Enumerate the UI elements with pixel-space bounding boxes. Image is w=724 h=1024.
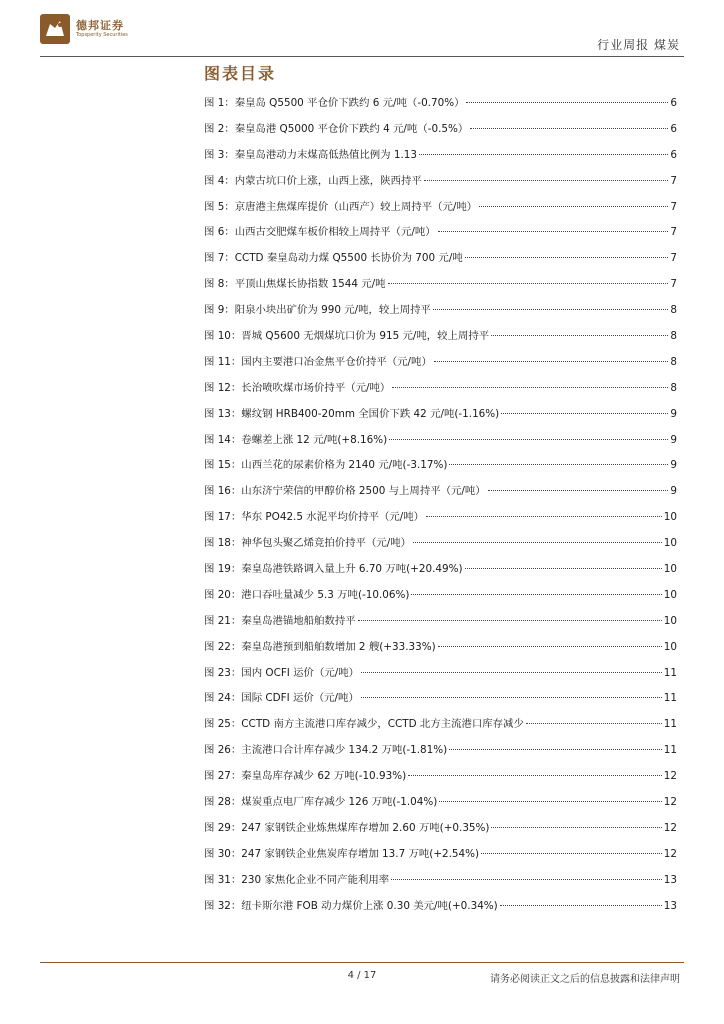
toc-leader-dots: [426, 516, 662, 517]
toc-leader-dots: [481, 853, 662, 854]
toc-entry-label: 图 4：内蒙古坑口价上涨，山西上涨，陕西持平: [204, 174, 422, 187]
toc-entry-page: 9: [670, 485, 677, 498]
toc-entry[interactable]: [204, 94, 677, 120]
toc-entry-label: 图 29：247 家钢铁企业炼焦煤库存增加 2.60 万吨(+0.35%): [204, 821, 490, 834]
toc-entry-label: 图 22：秦皇岛港预到船舶数增加 2 艘(+33.33%): [204, 640, 436, 653]
toc-leader-dots: [449, 464, 668, 465]
toc-leader-dots: [361, 672, 662, 673]
toc-entry[interactable]: [204, 793, 677, 819]
toc-entry[interactable]: [204, 223, 677, 249]
toc-leader-dots: [434, 361, 669, 362]
toc-entry-page: 12: [663, 796, 677, 809]
toc-entry-page: 8: [670, 381, 677, 394]
toc-entry-label: 图 7：CCTD 秦皇岛动力煤 Q5500 长协价为 700 元/吨: [204, 252, 463, 265]
toc-entry[interactable]: [204, 405, 677, 431]
toc-entry[interactable]: [204, 715, 677, 741]
toc-leader-dots: [361, 697, 662, 698]
toc-entry[interactable]: [204, 560, 677, 586]
toc-entry-page: 6: [670, 148, 677, 161]
toc-entry-label: 图 16：山东济宁荣信的甲醇价格 2500 与上周持平（元/吨）: [204, 485, 486, 498]
toc-entry[interactable]: [204, 534, 677, 560]
logo-mark-icon: [40, 14, 70, 44]
toc-entry[interactable]: [204, 379, 677, 405]
toc-leader-dots: [466, 102, 668, 103]
toc-leader-dots: [491, 827, 661, 828]
toc-entry-label: 图 1：秦皇岛 Q5500 平仓价下跌约 6 元/吨（-0.70%）: [204, 97, 465, 109]
toc-entry-page: 12: [663, 847, 677, 860]
toc-entry-label: 图 13：螺纹钢 HRB400-20mm 全国价下跌 42 元/吨(-1.16%): [204, 407, 500, 420]
disclaimer: 请务必阅读正文之后的信息披露和法律声明: [490, 974, 680, 985]
toc-entry-page: 7: [670, 226, 677, 239]
toc-entry-label: 图 20：港口吞吐量减少 5.3 万吨(-10.06%): [204, 588, 410, 601]
toc-entry[interactable]: [204, 897, 677, 923]
toc-entry-page: 11: [663, 666, 677, 679]
toc-leader-dots: [438, 231, 669, 232]
toc-leader-dots: [433, 309, 668, 310]
toc-entry-page: 7: [670, 200, 677, 213]
toc-leader-dots: [391, 879, 662, 880]
toc-entry[interactable]: [204, 198, 677, 224]
toc-entry-label: 图 28：煤炭重点电厂库存减少 126 万吨(-1.04%): [204, 796, 438, 809]
toc-entry-label: 图 10：晋城 Q5600 无烟煤坑口价为 915 元/吨，较上周持平: [204, 330, 490, 343]
toc-entry-label: 图 14：卷螺差上涨 12 元/吨(+8.16%): [204, 433, 388, 446]
toc-entry-label: 图 2：秦皇岛港 Q5000 平仓价下跌约 4 元/吨（-0.5%）: [204, 122, 469, 135]
toc-leader-dots: [470, 128, 668, 129]
toc-entry-label: 图 21：秦皇岛港锚地船舶数持平: [204, 614, 356, 627]
toc-entry-page: 10: [663, 640, 677, 653]
page-number: 4 / 17: [347, 970, 377, 981]
company-logo: [40, 14, 128, 44]
toc-leader-dots: [424, 180, 669, 181]
toc-entry-page: 10: [663, 614, 677, 627]
figure-index: [204, 94, 677, 923]
toc-entry[interactable]: [204, 275, 677, 301]
toc-entry[interactable]: [204, 741, 677, 767]
toc-entry-page: 6: [670, 97, 677, 109]
toc-entry-page: 8: [670, 304, 677, 317]
toc-entry-label: 图 5：京唐港主焦煤库提价（山西产）较上周持平（元/吨）: [204, 200, 478, 213]
page-header: [0, 0, 724, 60]
toc-leader-dots: [526, 723, 662, 724]
toc-leader-dots: [491, 335, 668, 336]
toc-leader-dots: [392, 387, 668, 388]
toc-entry[interactable]: [204, 146, 677, 172]
toc-entry[interactable]: [204, 301, 677, 327]
toc-entry[interactable]: [204, 638, 677, 664]
toc-leader-dots: [411, 594, 661, 595]
toc-leader-dots: [388, 283, 669, 284]
logo-name-cn: 德邦证券: [76, 19, 124, 32]
toc-leader-dots: [413, 542, 662, 543]
toc-leader-dots: [501, 413, 668, 414]
toc-entry-page: 10: [663, 537, 677, 550]
toc-entry-label: 图 17：华东 PO42.5 水泥平均价持平（元/吨）: [204, 511, 425, 524]
toc-entry[interactable]: [204, 482, 677, 508]
toc-leader-dots: [439, 801, 661, 802]
toc-entry-label: 图 3：秦皇岛港动力末煤高低热值比例为 1.13: [204, 148, 417, 161]
toc-entry-page: 11: [663, 692, 677, 705]
toc-entry[interactable]: [204, 327, 677, 353]
toc-entry-page: 8: [670, 330, 677, 343]
toc-entry[interactable]: [204, 172, 677, 198]
toc-leader-dots: [479, 206, 668, 207]
toc-entry-label: 图 6：山西古交肥煤车板价相较上周持平（元/吨）: [204, 226, 436, 239]
toc-entry-label: 图 18：神华包头聚乙烯竞拍价持平（元/吨）: [204, 537, 412, 550]
toc-leader-dots: [389, 439, 668, 440]
toc-entry-page: 13: [663, 899, 677, 912]
toc-entry[interactable]: [204, 819, 677, 845]
toc-entry-label: 图 30：247 家钢铁企业焦炭库存增加 13.7 万吨(+2.54%): [204, 847, 480, 860]
toc-entry[interactable]: [204, 508, 677, 534]
toc-leader-dots: [449, 749, 662, 750]
header-divider: [40, 56, 684, 57]
toc-entry-page: 7: [670, 252, 677, 265]
page-title: 图表目录: [204, 64, 277, 83]
toc-entry-page: 9: [670, 433, 677, 446]
toc-entry-label: 图 9：阳泉小块出矿价为 990 元/吨，较上周持平: [204, 304, 431, 317]
toc-entry-page: 7: [670, 174, 677, 187]
toc-entry-label: 图 12：长治喷吹煤市场价持平（元/吨）: [204, 381, 391, 394]
toc-entry-label: 图 23：国内 OCFI 运价（元/吨）: [204, 666, 360, 679]
toc-leader-dots: [465, 257, 669, 258]
toc-entry-page: 13: [663, 873, 677, 886]
toc-entry-page: 9: [670, 459, 677, 472]
toc-leader-dots: [408, 775, 662, 776]
toc-entry-label: 图 15：山西兰花的尿素价格为 2140 元/吨(-3.17%): [204, 459, 448, 472]
toc-entry-page: 10: [663, 563, 677, 576]
toc-entry[interactable]: [204, 120, 677, 146]
toc-leader-dots: [358, 620, 662, 621]
toc-entry-page: 12: [663, 821, 677, 834]
toc-entry-label: 图 31：230 家焦化企业不同产能利用率: [204, 873, 390, 886]
toc-entry-page: 10: [663, 588, 677, 601]
toc-entry-page: 11: [663, 718, 677, 731]
toc-entry-page: 6: [670, 122, 677, 135]
toc-entry[interactable]: [204, 664, 677, 690]
toc-entry-page: 12: [663, 770, 677, 783]
toc-entry[interactable]: [204, 689, 677, 715]
toc-entry-label: 图 27：秦皇岛库存减少 62 万吨(-10.93%): [204, 770, 407, 783]
footer-divider: [40, 962, 684, 963]
toc-leader-dots: [465, 568, 662, 569]
toc-entry-label: 图 32：纽卡斯尔港 FOB 动力煤价上涨 0.30 美元/吨(+0.34%): [204, 899, 498, 912]
toc-entry-page: 10: [663, 511, 677, 524]
toc-entry[interactable]: [204, 612, 677, 638]
toc-entry-label: 图 24：国际 CDFI 运价（元/吨）: [204, 692, 359, 705]
logo-name-en: Topsperity Securities: [76, 32, 128, 38]
toc-entry-label: 图 8：平顶山焦煤长协指数 1544 元/吨: [204, 278, 386, 291]
toc-leader-dots: [500, 905, 662, 906]
toc-entry-page: 8: [670, 355, 677, 368]
toc-entry[interactable]: [204, 586, 677, 612]
toc-entry[interactable]: [204, 249, 677, 275]
toc-leader-dots: [419, 154, 668, 155]
toc-entry[interactable]: [204, 767, 677, 793]
toc-entry[interactable]: [204, 431, 677, 457]
toc-entry-label: 图 19：秦皇岛港铁路调入量上升 6.70 万吨(+20.49%): [204, 563, 463, 576]
toc-entry-label: 图 11：国内主要港口冶金焦平仓价持平（元/吨）: [204, 355, 432, 368]
toc-entry[interactable]: [204, 871, 677, 897]
toc-entry-page: 11: [663, 744, 677, 757]
toc-entry-page: 7: [670, 278, 677, 291]
toc-entry[interactable]: [204, 353, 677, 379]
report-type: 行业周报 煤炭: [597, 38, 680, 52]
toc-entry-label: 图 25：CCTD 南方主流港口库存减少，CCTD 北方主流港口库存减少: [204, 718, 524, 731]
toc-entry-label: 图 26：主流港口合计库存减少 134.2 万吨(-1.81%): [204, 744, 448, 757]
toc-entry-page: 9: [670, 407, 677, 420]
toc-entry[interactable]: [204, 456, 677, 482]
toc-entry[interactable]: [204, 845, 677, 871]
toc-leader-dots: [438, 646, 662, 647]
toc-leader-dots: [488, 490, 669, 491]
